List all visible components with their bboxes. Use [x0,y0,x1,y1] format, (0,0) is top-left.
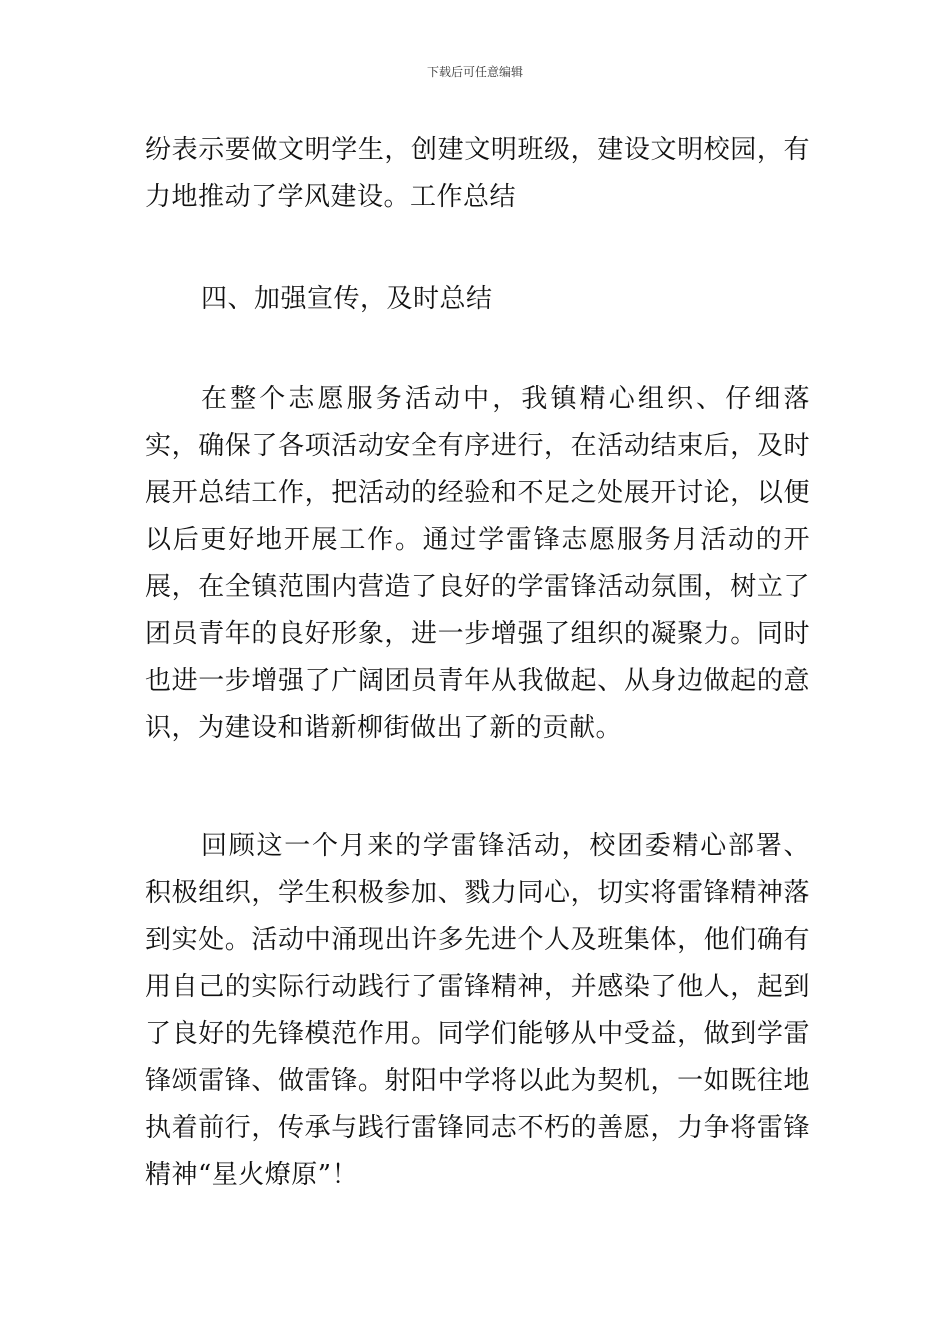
section-heading [145,276,810,323]
heading-text: 四、加强宣传，及时总结 [201,284,493,314]
paragraph-continuation [145,127,810,221]
page-header: 下载后可任意编辑 [426,65,523,79]
paragraph-review [145,823,810,1199]
paragraph-summary [145,376,810,752]
paragraph-text: 在整个志愿服务活动中，我镇精心组织、仔细落实，确保了各项活动安全有序进行，在活动结束后，及时展开总结工作，把活动的经验和不足之处展开讨论，以便以后更好地开展工作。通过学雷锋志愿服务月活动的开展，在全镇范围内营造了良好的学雷锋活动氛围，树立了团员青年的良好形象，进一步增强了组织的凝聚力。同时也进一步增强了广阔团员青年从我做起、从身边做起的意识，为建设和谐新柳街做出了新的贡献。 [145,384,810,743]
paragraph-text: 纷表示要做文明学生，创建文明班级，建设文明校园，有力地推动了学风建设。工作总结 [145,135,810,212]
paragraph-text: 回顾这一个月来的学雷锋活动，校团委精心部署、积极组织，学生积极参加、戮力同心，切实将雷锋精神落到实处。活动中涌现出许多先进个人及班集体，他们确有用自己的实际行动践行了雷锋精神，并感染了他人，起到了良好的先锋模范作用。同学们能够从中受益，做到学雷锋颂雷锋、做雷锋。射阳中学将以此为契机，一如既往地执着前行，传承与践行雷锋同志不朽的善愿，力争将雷锋精神“星火燎原”！ [145,831,810,1190]
